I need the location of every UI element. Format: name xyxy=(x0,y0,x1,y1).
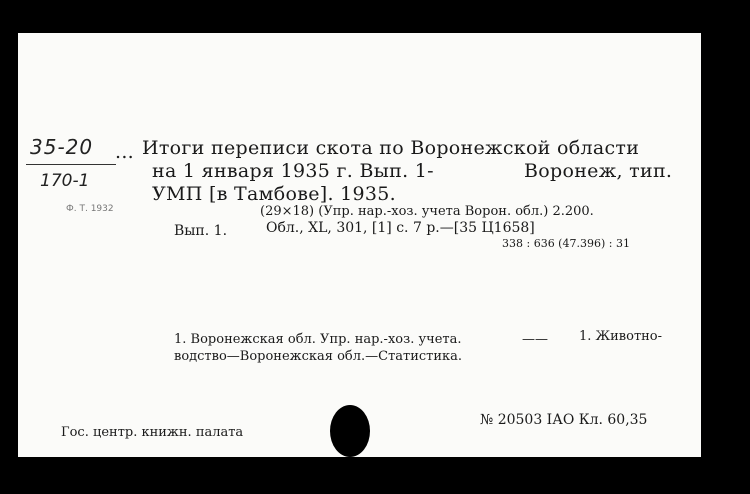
subject-headings-line-1: 1. Воронежская обл. Упр. нар.-хоз. учета. xyxy=(174,332,462,347)
classification-index: 338 : 636 (47.396) : 31 xyxy=(502,237,630,250)
title-line-2-right: Воронеж, тип. xyxy=(524,160,673,182)
title-line-3: УМП [в Тамбове]. 1935. xyxy=(152,183,397,205)
call-number-top: 35-20 xyxy=(30,135,94,159)
title-line-1: Итоги переписи скота по Воронежской области xyxy=(142,137,640,159)
call-number-bottom: 170-1 xyxy=(40,171,90,191)
card-punch-hole xyxy=(330,405,370,457)
publisher-footer: Гос. центр. книжн. палата xyxy=(61,425,244,440)
subject-headings-line-2: водство—Воронежская обл.—Статистика. xyxy=(174,349,463,364)
volume-detail: Обл., XL, 301, [1] с. 7 р.—[35 Ц1658] xyxy=(266,220,535,236)
catalog-card xyxy=(18,33,701,457)
title-prefix: ... xyxy=(115,141,135,163)
call-number-divider xyxy=(26,164,116,165)
subject-dash: —— xyxy=(522,332,548,347)
format-line: (29×18) (Упр. нар.-хоз. учета Ворон. обл.) 2.200. xyxy=(260,204,594,219)
subject-headings-line-1-right: 1. Животно- xyxy=(579,329,663,344)
record-number: № 20503 IАО Кл. 60,35 xyxy=(480,412,648,428)
title-line-2: на 1 января 1935 г. Вып. 1- xyxy=(152,160,434,182)
library-stamp: Ф. Т. 1932 xyxy=(66,204,114,214)
volume-label: Вып. 1. xyxy=(174,223,228,239)
